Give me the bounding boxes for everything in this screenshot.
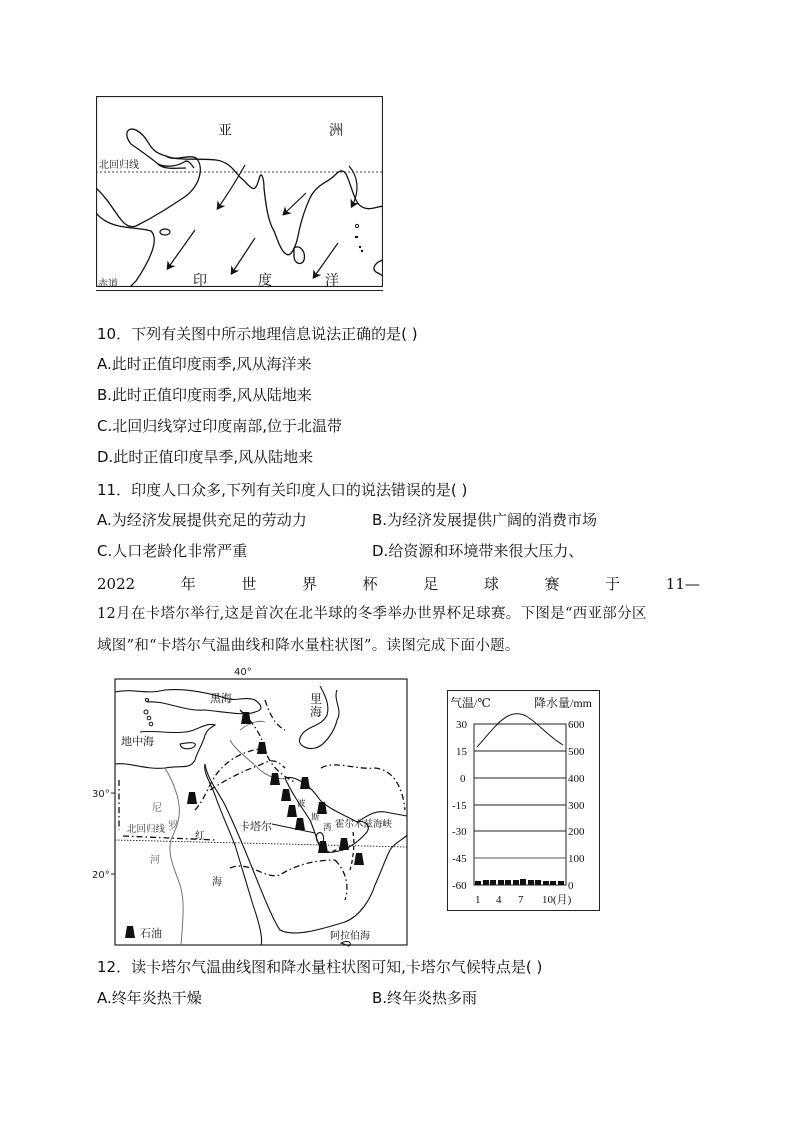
label-caspian-2: 海 <box>310 705 323 719</box>
passage-word: 杯 <box>362 575 378 593</box>
label-tropic-2: 北回归线 <box>127 824 166 835</box>
precipitation-axis-label: 降水量/mm <box>534 696 593 710</box>
label-asia-1: 亚 <box>218 123 232 139</box>
label-caspian-1: 里 <box>310 692 323 706</box>
label-lat20: 20° <box>92 870 110 881</box>
q12-stem: 12．读卡塔尔气温曲线图和降水量柱状图可知,卡塔尔气候特点是( ) <box>97 958 543 976</box>
label-red-sea-2: 海 <box>212 877 222 888</box>
q11-option-d[interactable]: D.给资源和环境带来很大压力、 <box>372 542 584 560</box>
climate-chart-drawing <box>448 691 599 910</box>
right-tick: 0 <box>568 880 574 892</box>
q10-option-b[interactable]: B.此时正值印度雨季,风从陆地来 <box>97 386 312 404</box>
passage-word: 2022 <box>97 575 136 593</box>
label-nile-2: 罗 <box>168 821 178 832</box>
legend-oil-label: 石油 <box>140 927 162 940</box>
q12-option-a[interactable]: A.终年炎热干燥 <box>97 989 202 1007</box>
passage-word: 于 <box>605 575 621 593</box>
label-qatar: 卡塔尔 <box>239 820 272 833</box>
west-asia-map <box>85 660 415 950</box>
q10-option-a[interactable]: A.此时正值印度雨季,风从海洋来 <box>97 355 312 373</box>
right-tick: 600 <box>568 719 585 731</box>
left-tick: -60 <box>452 880 467 892</box>
left-tick: 15 <box>456 746 467 758</box>
left-tick: 30 <box>456 719 467 731</box>
temperature-axis-label: 气温/℃ <box>450 696 491 710</box>
passage-word: 年 <box>180 575 196 593</box>
x-tick: 7 <box>518 894 524 906</box>
passage-word: 11— <box>665 575 700 593</box>
q10-stem: 10．下列有关图中所示地理信息说法正确的是( ) <box>97 325 418 343</box>
passage-word: 球 <box>483 575 499 593</box>
qatar-climate-chart <box>447 690 600 911</box>
right-tick: 500 <box>568 746 585 758</box>
left-tick: -45 <box>452 853 467 865</box>
india-map-drawing <box>96 96 383 287</box>
label-persian-3: 湾 <box>323 823 332 833</box>
q11-option-b[interactable]: B.为经济发展提供广阔的消费市场 <box>372 511 598 529</box>
right-tick: 300 <box>568 800 585 812</box>
q12-option-b[interactable]: B.终年炎热多雨 <box>372 989 478 1007</box>
left-tick: -15 <box>452 800 467 812</box>
label-hormuz: 霍尔木兹海峡 <box>335 819 393 830</box>
india-monsoon-map <box>96 96 383 287</box>
label-ocean-1: 印 <box>193 273 207 287</box>
label-ocean-3: 洋 <box>325 273 339 287</box>
left-tick: 0 <box>460 773 466 785</box>
label-lon40: 40° <box>234 667 252 678</box>
label-persian-2: 斯 <box>311 813 320 823</box>
temperature-curve <box>477 714 563 747</box>
label-lat30: 30° <box>92 789 110 800</box>
precipitation-bars <box>475 879 564 885</box>
left-tick: -30 <box>452 826 467 838</box>
label-mediterranean: 地中海 <box>121 735 154 748</box>
q10-option-d[interactable]: D.此时正值印度旱季,风从陆地来 <box>97 448 314 466</box>
x-tick: 10(月) <box>542 894 572 906</box>
q11-option-c[interactable]: C.人口老龄化非常严重 <box>97 542 248 560</box>
label-equator: 赤道 <box>98 279 118 287</box>
passage-word: 界 <box>302 575 318 593</box>
label-persian-1: 波 <box>297 799 306 809</box>
label-ocean-2: 度 <box>258 273 272 287</box>
label-red-sea-1: 红 <box>195 831 205 842</box>
label-nile-3: 河 <box>150 855 160 866</box>
passage-word: 赛 <box>544 575 560 593</box>
passage-word: 足 <box>423 575 439 593</box>
passage-line-3: 域图”和“卡塔尔气温曲线和降水量柱状图”。读图完成下面小题。 <box>97 638 520 654</box>
x-tick: 4 <box>496 894 502 906</box>
label-asia-2: 洲 <box>329 123 343 139</box>
passage-line-1 <box>97 574 700 594</box>
label-black-sea: 黑海 <box>210 692 232 705</box>
label-arabian-sea: 阿拉伯海 <box>330 931 370 942</box>
q11-option-a[interactable]: A.为经济发展提供充足的劳动力 <box>97 511 307 529</box>
right-tick: 200 <box>568 826 585 838</box>
west-asia-map-drawing <box>85 660 415 950</box>
q10-option-c[interactable]: C.北回归线穿过印度南部,位于北温带 <box>97 417 343 435</box>
q11-stem: 11．印度人口众多,下列有关印度人口的说法错误的是( ) <box>97 481 468 499</box>
right-tick: 100 <box>568 853 585 865</box>
right-tick: 400 <box>568 773 585 785</box>
equator-line <box>96 290 383 291</box>
x-tick: 1 <box>475 894 481 906</box>
label-tropic: 北回归线 <box>99 160 139 171</box>
passage-word: 世 <box>241 575 257 593</box>
passage-line-2: 12月在卡塔尔举行,这是首次在北半球的冬季举办世界杯足球赛。下图是“西亚部分区 <box>97 606 647 622</box>
label-nile-1: 尼 <box>152 803 162 814</box>
